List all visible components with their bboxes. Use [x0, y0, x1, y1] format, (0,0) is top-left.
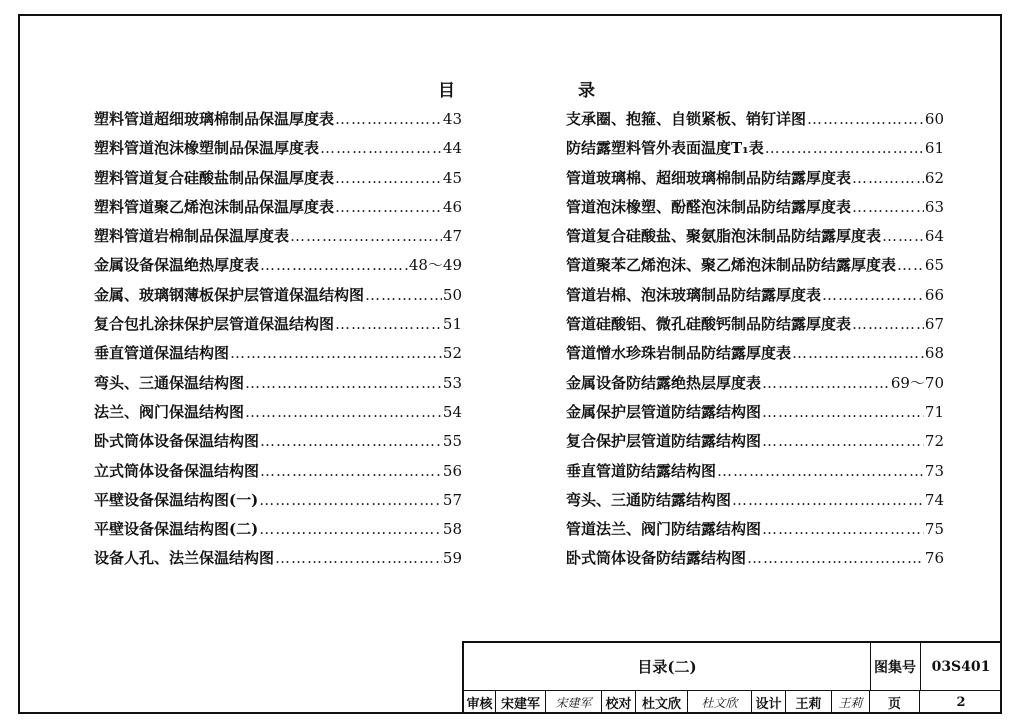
toc-leader-dots: [822, 286, 924, 304]
toc-entry-page: 67: [924, 315, 944, 334]
toc-entry: [94, 108, 462, 137]
designer-signature: 王莉: [832, 690, 870, 714]
toc-entry-title: 平壁设备保温结构图(一): [94, 490, 259, 509]
toc-entry-title: 金属、玻璃钢薄板保护层管道保温结构图: [94, 285, 365, 304]
toc-leader-dots: [807, 110, 924, 128]
toc-leader-dots: [260, 462, 442, 480]
toc-entry-title: 弯头、三通防结露结构图: [566, 490, 732, 509]
toc-entry: [94, 401, 462, 430]
toc-entry-title: 管道玻璃棉、超细玻璃棉制品防结露厚度表: [566, 168, 852, 187]
toc-entry: [94, 372, 462, 401]
toc-entry-page: 72: [924, 432, 944, 451]
toc-entry: [566, 137, 944, 166]
toc-entry-title: 金属设备防结露绝热层厚度表: [566, 373, 762, 392]
toc-entry: [94, 284, 462, 313]
toc-entry-title: 平壁设备保温结构图(二): [94, 520, 259, 539]
toc-entry: [94, 167, 462, 196]
toc-entry-title: 金属保护层管道防结露结构图: [566, 402, 762, 421]
toc-entry-title: 弯头、三通保温结构图: [94, 373, 245, 392]
toc-leader-dots: [365, 286, 442, 304]
toc-entry-title: 塑料管道超细玻璃棉制品保温厚度表: [94, 110, 335, 128]
toc-entry-page: 61: [924, 139, 944, 158]
toc-entry-page: 75: [924, 520, 944, 539]
toc-leader-dots: [897, 256, 924, 274]
toc-entry-page: 63: [924, 197, 944, 216]
toc-leader-dots: [762, 520, 924, 538]
toc-entry: [94, 254, 462, 283]
toc-entry: [94, 225, 462, 254]
toc-entry: [566, 225, 944, 254]
toc-entry: [566, 372, 944, 401]
toc-entry-page: 58: [442, 520, 462, 539]
toc-entry-title: 塑料管道复合硅酸盐制品保温厚度表: [94, 168, 335, 187]
toc-entry-page: 55: [442, 432, 462, 451]
page-number: 2: [956, 694, 966, 710]
toc-entry: [94, 460, 462, 489]
toc-leader-dots: [882, 227, 924, 245]
toc-entry-title: 卧式筒体设备保温结构图: [94, 432, 260, 451]
toc-leader-dots: [852, 198, 924, 216]
toc-entry-page: 69～70: [890, 373, 944, 392]
toc-entry-title: 支承圈、抱箍、自锁紧板、销钉详图: [566, 110, 807, 128]
toc-entry: [94, 342, 462, 371]
toc-right-column: [566, 108, 944, 577]
toc-leader-dots: [717, 462, 924, 480]
toc-entry-title: 管道泡沫橡塑、酚醛泡沫制品防结露厚度表: [566, 197, 852, 216]
toc-entry-page: 76: [924, 549, 944, 568]
toc-entry-page: 64: [924, 227, 944, 246]
toc-heading-mu: 目: [438, 81, 455, 101]
toc-entry-title: 立式筒体设备保温结构图: [94, 461, 260, 480]
toc-entry-page: 62: [924, 168, 944, 187]
toc-entry: [566, 108, 944, 137]
toc-leader-dots: [260, 432, 442, 450]
reviewer-signature: 宋建军: [546, 690, 602, 714]
design-label: 设计: [752, 690, 786, 714]
toc-entry-page: 59: [442, 549, 462, 568]
toc-entry: [94, 196, 462, 225]
toc-leader-dots: [762, 403, 924, 421]
toc-left-column: [94, 108, 462, 577]
toc-entry-title: 复合保护层管道防结露结构图: [566, 432, 762, 451]
toc-entry: [566, 430, 944, 459]
toc-entry-page: 54: [442, 402, 462, 421]
toc-entry: [94, 430, 462, 459]
toc-leader-dots: [732, 491, 924, 509]
toc-entry-title: 设备人孔、法兰保温结构图: [94, 549, 275, 568]
toc-entry: [566, 284, 944, 313]
toc-entry-page: 52: [442, 344, 462, 363]
toc-entry: [566, 342, 944, 371]
toc-entry-title: 管道法兰、阀门防结露结构图: [566, 520, 762, 539]
toc-entry-page: 65: [924, 256, 944, 275]
toc-entry-title: 管道硅酸铝、微孔硅酸钙制品防结露厚度表: [566, 315, 852, 334]
toc-leader-dots: [335, 169, 442, 187]
toc-entry: [566, 547, 944, 576]
toc-leader-dots: [245, 374, 442, 392]
toc-leader-dots: [762, 374, 890, 392]
check-label: 校对: [602, 690, 636, 714]
toc-leader-dots: [230, 344, 442, 362]
atlas-label: 图集号: [870, 643, 921, 691]
toc-entry-title: 管道复合硅酸盐、聚氨脂泡沫制品防结露厚度表: [566, 227, 882, 246]
toc-entry: [566, 518, 944, 547]
toc-leader-dots: [259, 520, 442, 538]
toc-entry-page: 47: [442, 227, 462, 246]
toc-entry: [566, 401, 944, 430]
toc-entry: [94, 313, 462, 342]
atlas-code: 03S401: [920, 643, 1002, 691]
toc-entry-title: 卧式筒体设备防结露结构图: [566, 549, 747, 568]
toc-entry-title: 塑料管道泡沫橡塑制品保温厚度表: [94, 139, 320, 158]
toc-entry-title: 塑料管道岩棉制品保温厚度表: [94, 227, 290, 246]
checker-name: 杜文欣: [636, 690, 688, 714]
toc-entry-page: 44: [442, 139, 462, 158]
toc-entry-page: 66: [924, 285, 944, 304]
toc-entry-page: 46: [442, 197, 462, 216]
toc-leader-dots: [765, 139, 924, 157]
toc-entry-page: 73: [924, 461, 944, 480]
toc-leader-dots: [335, 315, 442, 333]
toc-entry-page: 50: [442, 285, 462, 304]
toc-entry-page: 43: [442, 110, 462, 128]
page-label: 页: [870, 690, 920, 714]
toc-entry-title: 管道岩棉、泡沫玻璃制品防结露厚度表: [566, 285, 822, 304]
toc-entry-title: 管道聚苯乙烯泡沫、聚乙烯泡沫制品防结露厚度表: [566, 256, 897, 275]
toc-heading-lu: 录: [578, 81, 595, 101]
reviewer-name: 宋建军: [496, 690, 546, 714]
toc-entry-title: 金属设备保温绝热厚度表: [94, 256, 260, 275]
toc-entry: [566, 460, 944, 489]
toc-leader-dots: [335, 110, 442, 128]
review-label: 审核: [464, 690, 496, 714]
toc-entry-page: 68: [924, 344, 944, 363]
toc-leader-dots: [792, 344, 924, 362]
toc-entry: [94, 547, 462, 576]
toc-entry-title: 垂直管道保温结构图: [94, 344, 230, 363]
toc-leader-dots: [290, 227, 442, 245]
checker-signature: 杜文欣: [688, 690, 752, 714]
toc-entry: [566, 489, 944, 518]
drawing-name: 目录(二): [464, 643, 871, 691]
toc-entry: [566, 313, 944, 342]
toc-leader-dots: [245, 403, 442, 421]
toc-leader-dots: [762, 432, 924, 450]
toc-entry-page: 56: [442, 461, 462, 480]
toc-entry-page: 71: [924, 402, 944, 421]
title-block: [462, 641, 1002, 714]
toc-entry: [566, 196, 944, 225]
toc-entry: [566, 254, 944, 283]
toc-entry-page: 57: [442, 490, 462, 509]
toc-leader-dots: [335, 198, 442, 216]
toc-entry-title: 复合包扎涂抹保护层管道保温结构图: [94, 315, 335, 334]
toc-entry: [566, 167, 944, 196]
toc-entry-page: 60: [924, 110, 944, 128]
toc-leader-dots: [259, 491, 442, 509]
toc-leader-dots: [260, 256, 408, 274]
toc-leader-dots: [320, 139, 442, 157]
toc-entry-title: 管道憎水珍珠岩制品防结露厚度表: [566, 344, 792, 363]
toc-leader-dots: [747, 549, 924, 567]
toc-entry-page: 53: [442, 373, 462, 392]
toc-leader-dots: [275, 549, 442, 567]
designer-name: 王莉: [786, 690, 832, 714]
toc-leader-dots: [852, 169, 924, 187]
toc-entry: [94, 137, 462, 166]
toc-leader-dots: [852, 315, 924, 333]
toc-entry: [94, 489, 462, 518]
toc-entry: [94, 518, 462, 547]
toc-entry-page: 48～49: [408, 256, 462, 275]
toc-entry-title: 塑料管道聚乙烯泡沫制品保温厚度表: [94, 197, 335, 216]
toc-entry-page: 45: [442, 168, 462, 187]
toc-entry-page: 51: [442, 315, 462, 334]
toc-entry-title: 法兰、阀门保温结构图: [94, 402, 245, 421]
toc-entry-title: 防结露塑料管外表面温度T₁表: [566, 139, 764, 158]
toc-entry-page: 74: [924, 490, 944, 509]
toc-entry-title: 垂直管道防结露结构图: [566, 461, 717, 480]
